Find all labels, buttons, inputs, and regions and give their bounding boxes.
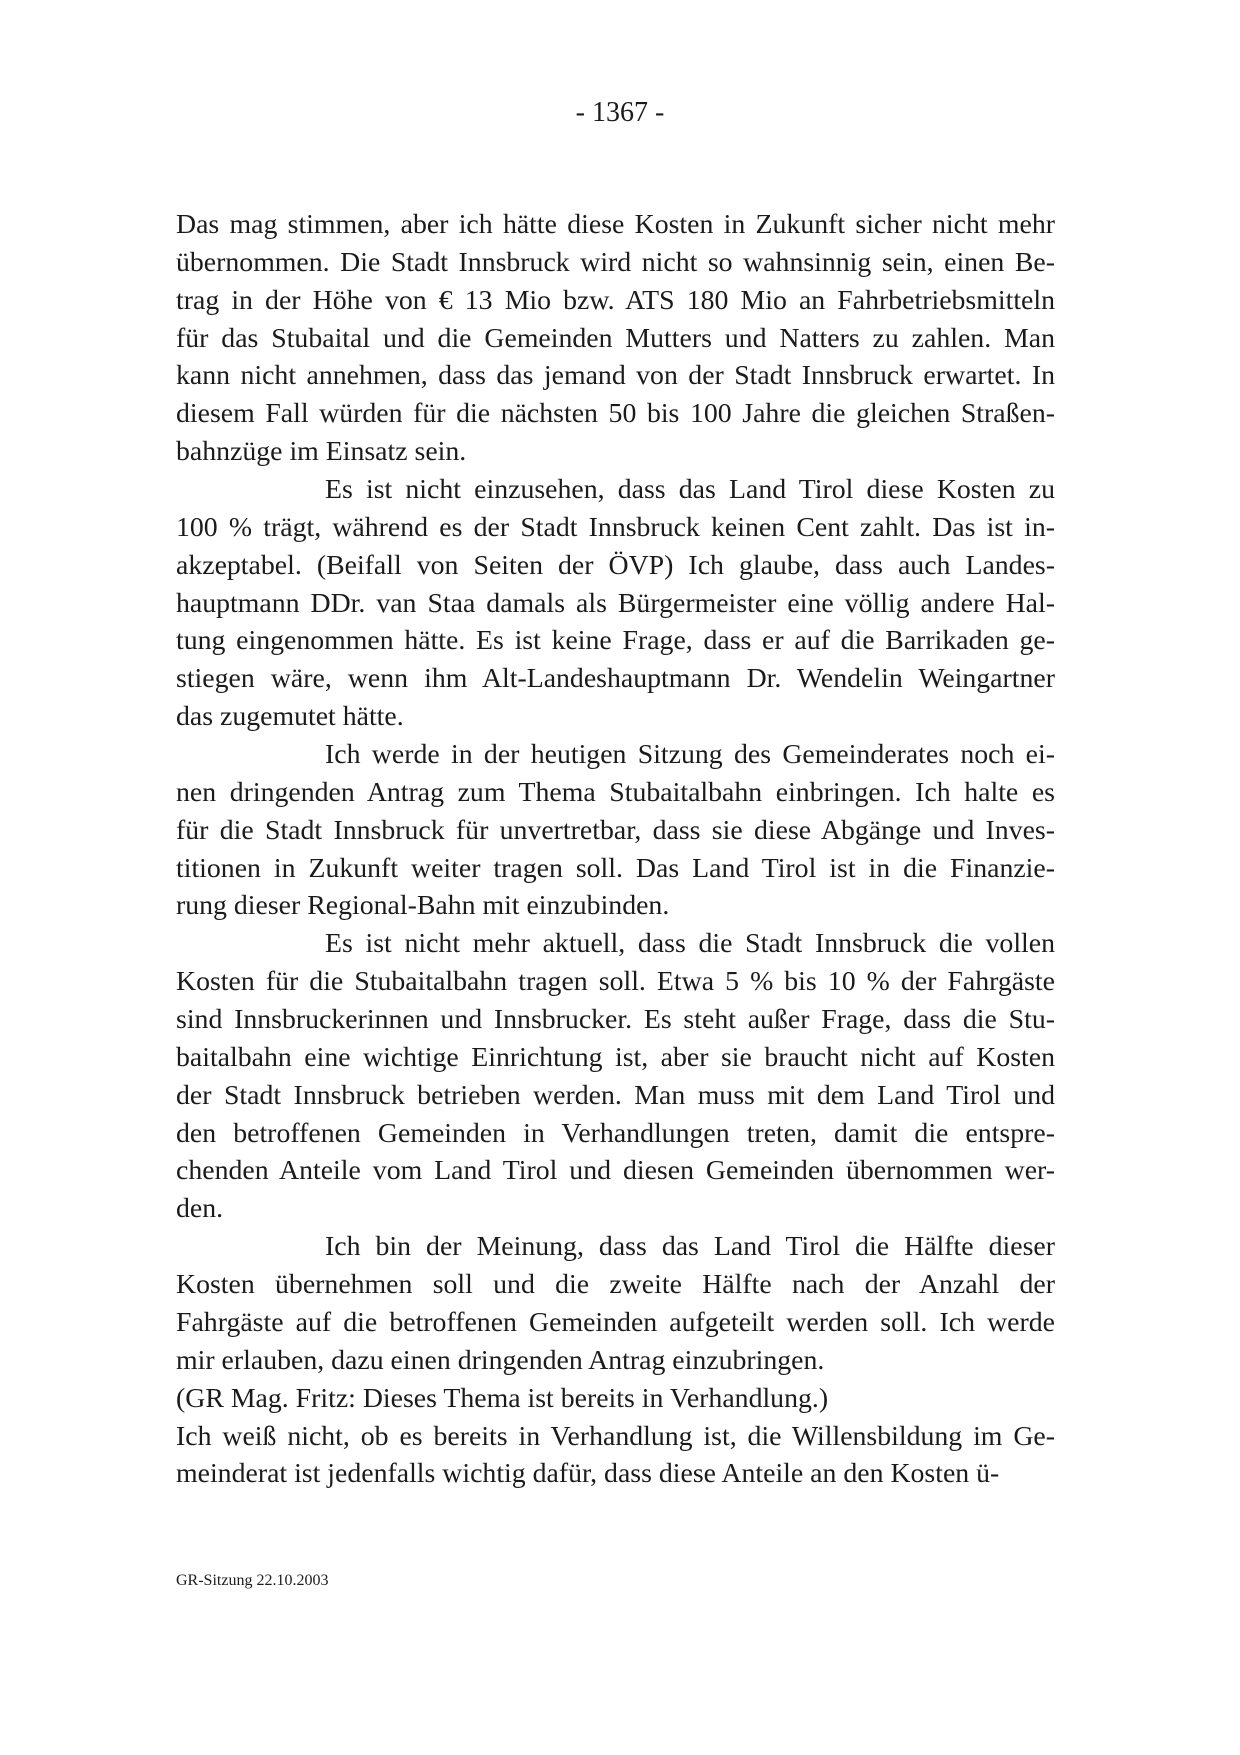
text-line: Es ist nicht mehr aktuell, dass die Stadt Innsbruck die vollen bbox=[325, 928, 1055, 960]
text-line: übernommen. Die Stadt Innsbruck wird nicht so wahnsinnig sein, einen Be- bbox=[176, 246, 1055, 278]
text-line: trag in der Höhe von € 13 Mio bzw. ATS 180 Mio an Fahrbetriebsmitteln bbox=[176, 284, 1055, 316]
text-line: Ich bin der Meinung, dass das Land Tirol die Hälfte dieser bbox=[325, 1231, 1055, 1263]
paragraph bbox=[176, 925, 1055, 1228]
text-line: titionen in Zukunft weiter tragen soll. Das Land Tirol ist in die Finanzie- bbox=[176, 852, 1055, 884]
text-line: kann nicht annehmen, dass das jemand von der Stadt Innsbruck erwartet. In bbox=[176, 360, 1055, 392]
text-line: bahnzüge im Einsatz sein. bbox=[176, 436, 467, 468]
text-line: chenden Anteile vom Land Tirol und diesen Gemeinden übernommen wer- bbox=[176, 1155, 1055, 1187]
text-line: sind Innsbruckerinnen und Innsbrucker. Es steht außer Frage, dass die Stu- bbox=[176, 1004, 1055, 1036]
text-line: tung eingenommen hätte. Es ist keine Frage, dass er auf die Barrikaden ge- bbox=[176, 625, 1055, 657]
page-footer: GR-Sitzung 22.10.2003 bbox=[176, 1572, 329, 1589]
text-line: mir erlauben, dazu einen dringenden Antrag einzubringen. bbox=[176, 1344, 825, 1376]
paragraph bbox=[176, 206, 1055, 471]
text-line: für das Stubaital und die Gemeinden Mutters und Natters zu zahlen. Man bbox=[176, 322, 1055, 354]
text-line: diesem Fall würden für die nächsten 50 bis 100 Jahre die gleichen Straßen- bbox=[176, 398, 1055, 430]
text-line: das zugemutet hätte. bbox=[176, 701, 404, 733]
paragraph bbox=[176, 1228, 1055, 1379]
text-line: Ich werde in der heutigen Sitzung des Gemeinderates noch ei- bbox=[325, 739, 1055, 771]
text-line: nen dringenden Antrag zum Thema Stubaitalbahn einbringen. Ich halte es bbox=[176, 776, 1055, 808]
text-line: der Stadt Innsbruck betrieben werden. Man muss mit dem Land Tirol und bbox=[176, 1079, 1055, 1111]
paragraph bbox=[176, 471, 1055, 736]
text-line: stiegen wäre, wenn ihm Alt-Landeshauptmann Dr. Wendelin Weingartner bbox=[176, 663, 1055, 695]
text-line: Ich weiß nicht, ob es bereits in Verhandlung ist, die Willensbildung im Ge- bbox=[176, 1420, 1055, 1452]
paragraph bbox=[176, 1418, 1055, 1494]
document-body bbox=[176, 206, 1055, 1493]
text-line: Kosten übernehmen soll und die zweite Hälfte nach der Anzahl der bbox=[176, 1269, 1055, 1301]
text-line: den betroffenen Gemeinden in Verhandlungen treten, damit die entspre- bbox=[176, 1117, 1055, 1149]
text-line: Das mag stimmen, aber ich hätte diese Kosten in Zukunft sicher nicht mehr bbox=[176, 209, 1055, 240]
text-line: Fahrgäste auf die betroffenen Gemeinden aufgeteilt werden soll. Ich werde bbox=[176, 1306, 1055, 1338]
text-line: akzeptabel. (Beifall von Seiten der ÖVP) Ich glaube, dass auch Landes- bbox=[176, 549, 1055, 581]
text-line: Kosten für die Stubaitalbahn tragen soll. Etwa 5 % bis 10 % der Fahrgäste bbox=[176, 966, 1055, 998]
paragraph bbox=[176, 736, 1055, 925]
paragraph bbox=[176, 1380, 1055, 1418]
text-line: 100 % trägt, während es der Stadt Innsbruck keinen Cent zahlt. Das ist in- bbox=[176, 511, 1055, 543]
text-line: rung dieser Regional-Bahn mit einzubinden. bbox=[176, 890, 670, 922]
page-number: - 1367 - bbox=[575, 97, 665, 128]
text-line: hauptmann DDr. van Staa damals als Bürgermeister eine völlig andere Hal- bbox=[176, 587, 1055, 619]
text-line: meinderat ist jedenfalls wichtig dafür, dass diese Anteile an den Kosten ü- bbox=[176, 1458, 1000, 1490]
text-line: (GR Mag. Fritz: Dieses Thema ist bereits in Verhandlung.) bbox=[176, 1382, 829, 1414]
text-line: baitalbahn eine wichtige Einrichtung ist, aber sie braucht nicht auf Kosten bbox=[176, 1041, 1055, 1073]
text-line: für die Stadt Innsbruck für unvertretbar, dass sie diese Abgänge und Inves- bbox=[176, 814, 1055, 846]
text-line: den. bbox=[176, 1193, 224, 1225]
text-line: Es ist nicht einzusehen, dass das Land Tirol diese Kosten zu bbox=[325, 474, 1055, 506]
